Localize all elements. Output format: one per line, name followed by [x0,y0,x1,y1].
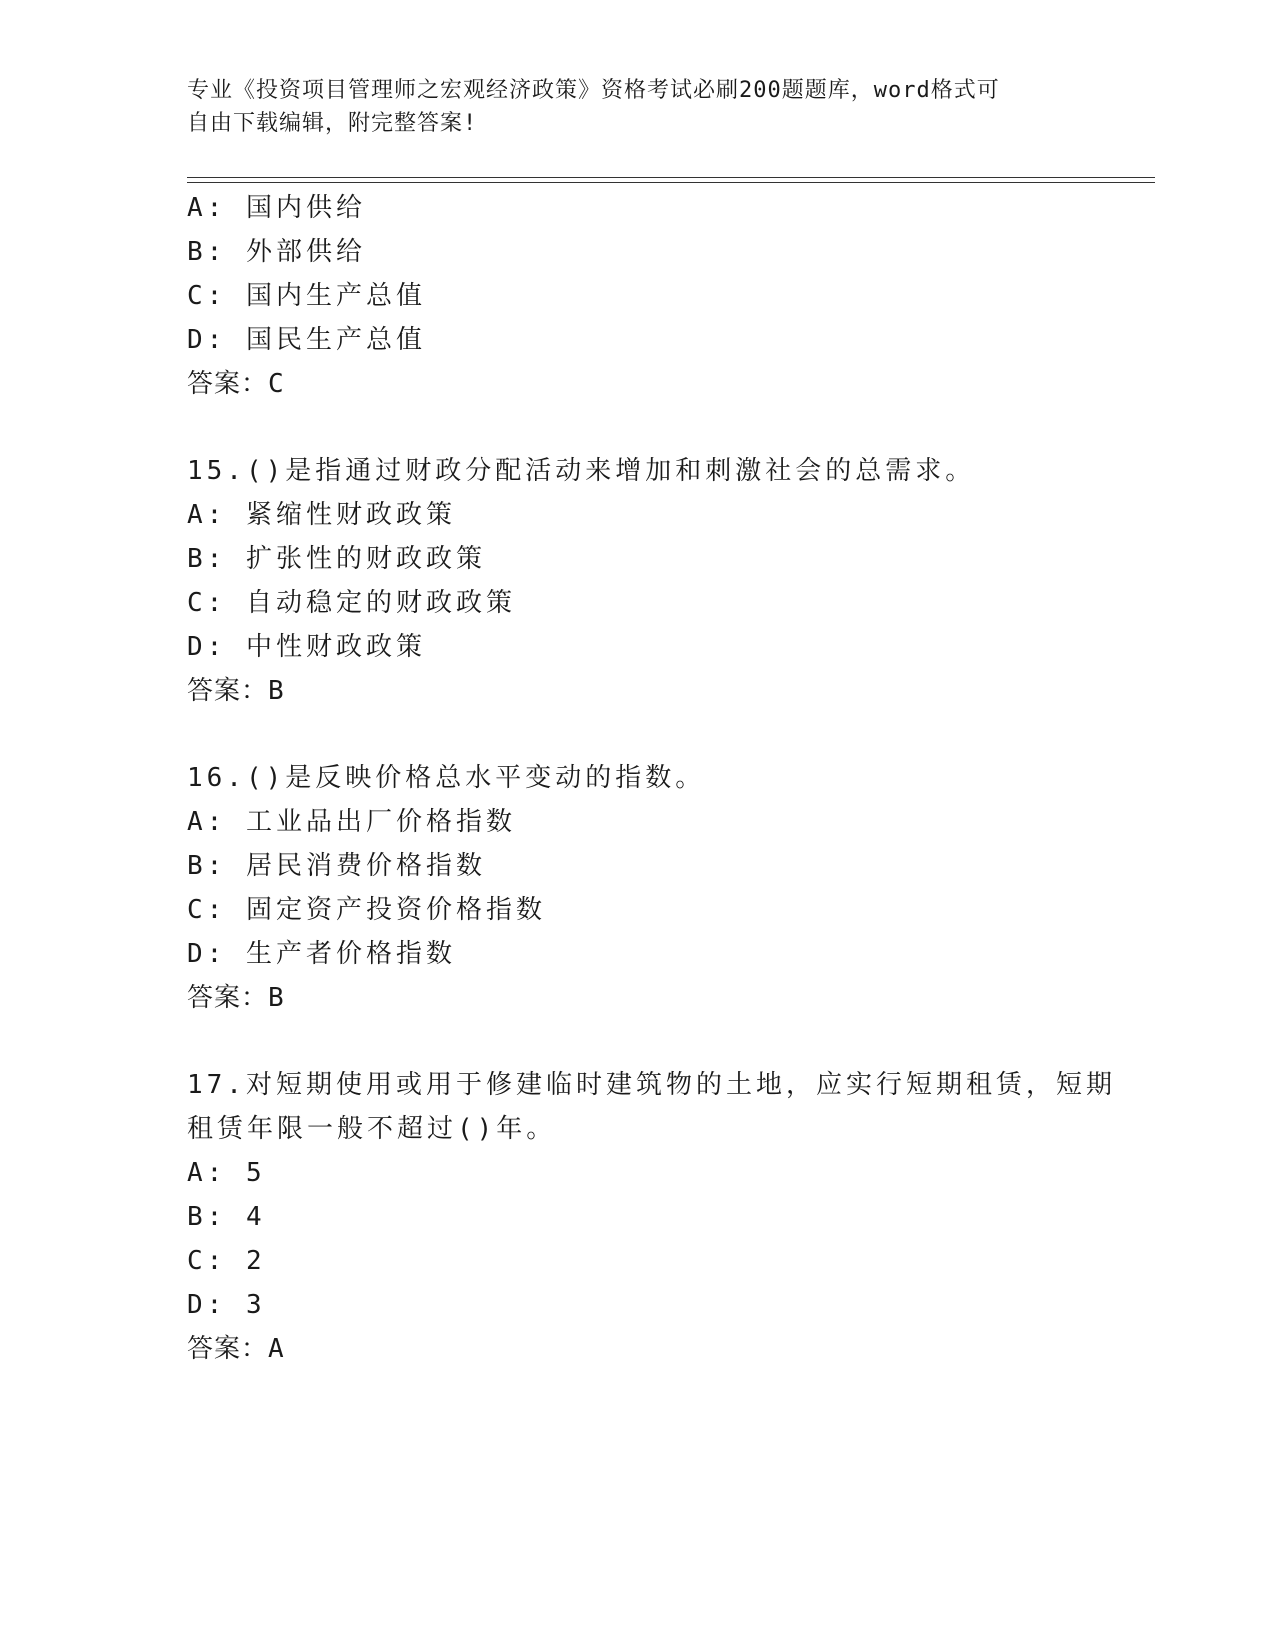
q17-answer: 答案：A [187,1334,285,1364]
document-header [187,74,1087,140]
header-rule-bottom [187,182,1155,183]
q17-question-line-1: 17.对短期使用或用于修建临时建筑物的土地，应实行短期租赁，短期 [187,1070,1116,1100]
q14-option-a: A: 国内供给 [187,193,366,223]
header-rule-top [187,177,1155,178]
q14-answer: 答案：C [187,369,285,399]
header-line-1: 专业《投资项目管理师之宏观经济政策》资格考试必刷200题题库，word格式可 [187,78,1000,103]
header-line-2: 自由下载编辑，附完整答案! [187,111,478,136]
q16-option-a: A: 工业品出厂价格指数 [187,807,516,837]
q15-option-c: C: 自动稳定的财政政策 [187,588,516,618]
q17-question-line-2: 租赁年限一般不超过()年。 [187,1114,557,1144]
q15-option-b: B: 扩张性的财政政策 [187,544,486,574]
q16-option-b: B: 居民消费价格指数 [187,851,486,881]
q16-question: 16.()是反映价格总水平变动的指数。 [187,763,706,793]
q16-option-d: D: 生产者价格指数 [187,939,456,969]
q17-option-b: B: 4 [187,1202,266,1232]
q15-question: 15.()是指通过财政分配活动来增加和刺激社会的总需求。 [187,456,976,486]
q14-option-c: C: 国内生产总值 [187,281,426,311]
q16-option-c: C: 固定资产投资价格指数 [187,895,546,925]
q17-option-a: A: 5 [187,1158,266,1188]
q17-option-c: C: 2 [187,1246,266,1276]
q16-answer: 答案：B [187,983,285,1013]
q14-option-b: B: 外部供给 [187,237,366,267]
q15-answer: 答案：B [187,676,285,706]
q14-option-d: D: 国民生产总值 [187,325,426,355]
q17-option-d: D: 3 [187,1290,266,1320]
q15-option-a: A: 紧缩性财政政策 [187,500,456,530]
q15-option-d: D: 中性财政政策 [187,632,426,662]
